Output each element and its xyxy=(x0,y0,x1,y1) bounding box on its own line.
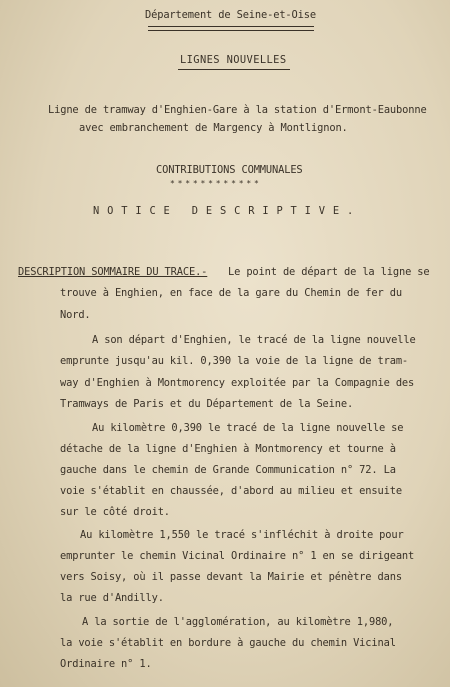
text-line: sur le côté droit. xyxy=(60,506,170,518)
text-line: emprunter le chemin Vicinal Ordinaire n° 1 en se dirigeant xyxy=(60,550,415,562)
text-line: A la sortie de l'agglomération, au kilomètre 1,980, xyxy=(82,616,394,628)
text-line: emprunte jusqu'au kil. 0,390 la voie de la ligne de tram- xyxy=(60,355,409,367)
text-line: Nord. xyxy=(60,309,91,321)
header-underline-2 xyxy=(148,30,314,31)
text-line: vers Soisy, où il passe devant la Mairie et pénètre dans xyxy=(60,571,402,583)
notice-heading: N O T I C E D E S C R I P T I V E . xyxy=(93,205,355,217)
title-underline xyxy=(178,69,290,70)
text-line: trouve à Enghien, en face de la gare du Chemin de fer du xyxy=(60,287,402,299)
text-line: Au kilomètre 1,550 le tracé s'infléchit à droite pour xyxy=(80,529,404,541)
text-line: voie s'établit en chaussée, d'abord au milieu et ensuite xyxy=(60,485,402,497)
text-line: Ordinaire n° 1. xyxy=(60,658,152,670)
text-line: gauche dans le chemin de Grande Communication n° 72. La xyxy=(60,464,396,476)
star-separator: * * * * * * * * * * * * xyxy=(170,179,258,188)
department-header: Département de Seine-et-Oise xyxy=(145,9,316,21)
contributions-heading: CONTRIBUTIONS COMMUNALES xyxy=(156,164,303,176)
header-underline xyxy=(148,26,314,27)
text-line: la voie s'établit en bordure à gauche du chemin Vicinal xyxy=(60,637,396,649)
text-line: la rue d'Andilly. xyxy=(60,592,164,604)
text-line: A son départ d'Enghien, le tracé de la ligne nouvelle xyxy=(92,334,416,346)
subject-line-2: avec embranchement de Margency à Montlignon. xyxy=(79,122,348,134)
subject-line-1: Ligne de tramway d'Enghien-Gare à la station d'Ermont-Eaubonne xyxy=(48,104,427,116)
text-line: détache de la ligne d'Enghien à Montmorency et tourne à xyxy=(60,443,396,455)
section-title: LIGNES NOUVELLES xyxy=(180,54,287,66)
text-line: Au kilomètre 0,390 le tracé de la ligne nouvelle se xyxy=(92,422,404,434)
text-line: way d'Enghien à Montmorency exploitée par la Compagnie des xyxy=(60,377,415,389)
text-line: Tramways de Paris et du Département de la Seine. xyxy=(60,398,354,410)
description-heading: DESCRIPTION SOMMAIRE DU TRACE.- xyxy=(18,266,208,278)
text-line: Le point de départ de la ligne se xyxy=(228,266,430,278)
